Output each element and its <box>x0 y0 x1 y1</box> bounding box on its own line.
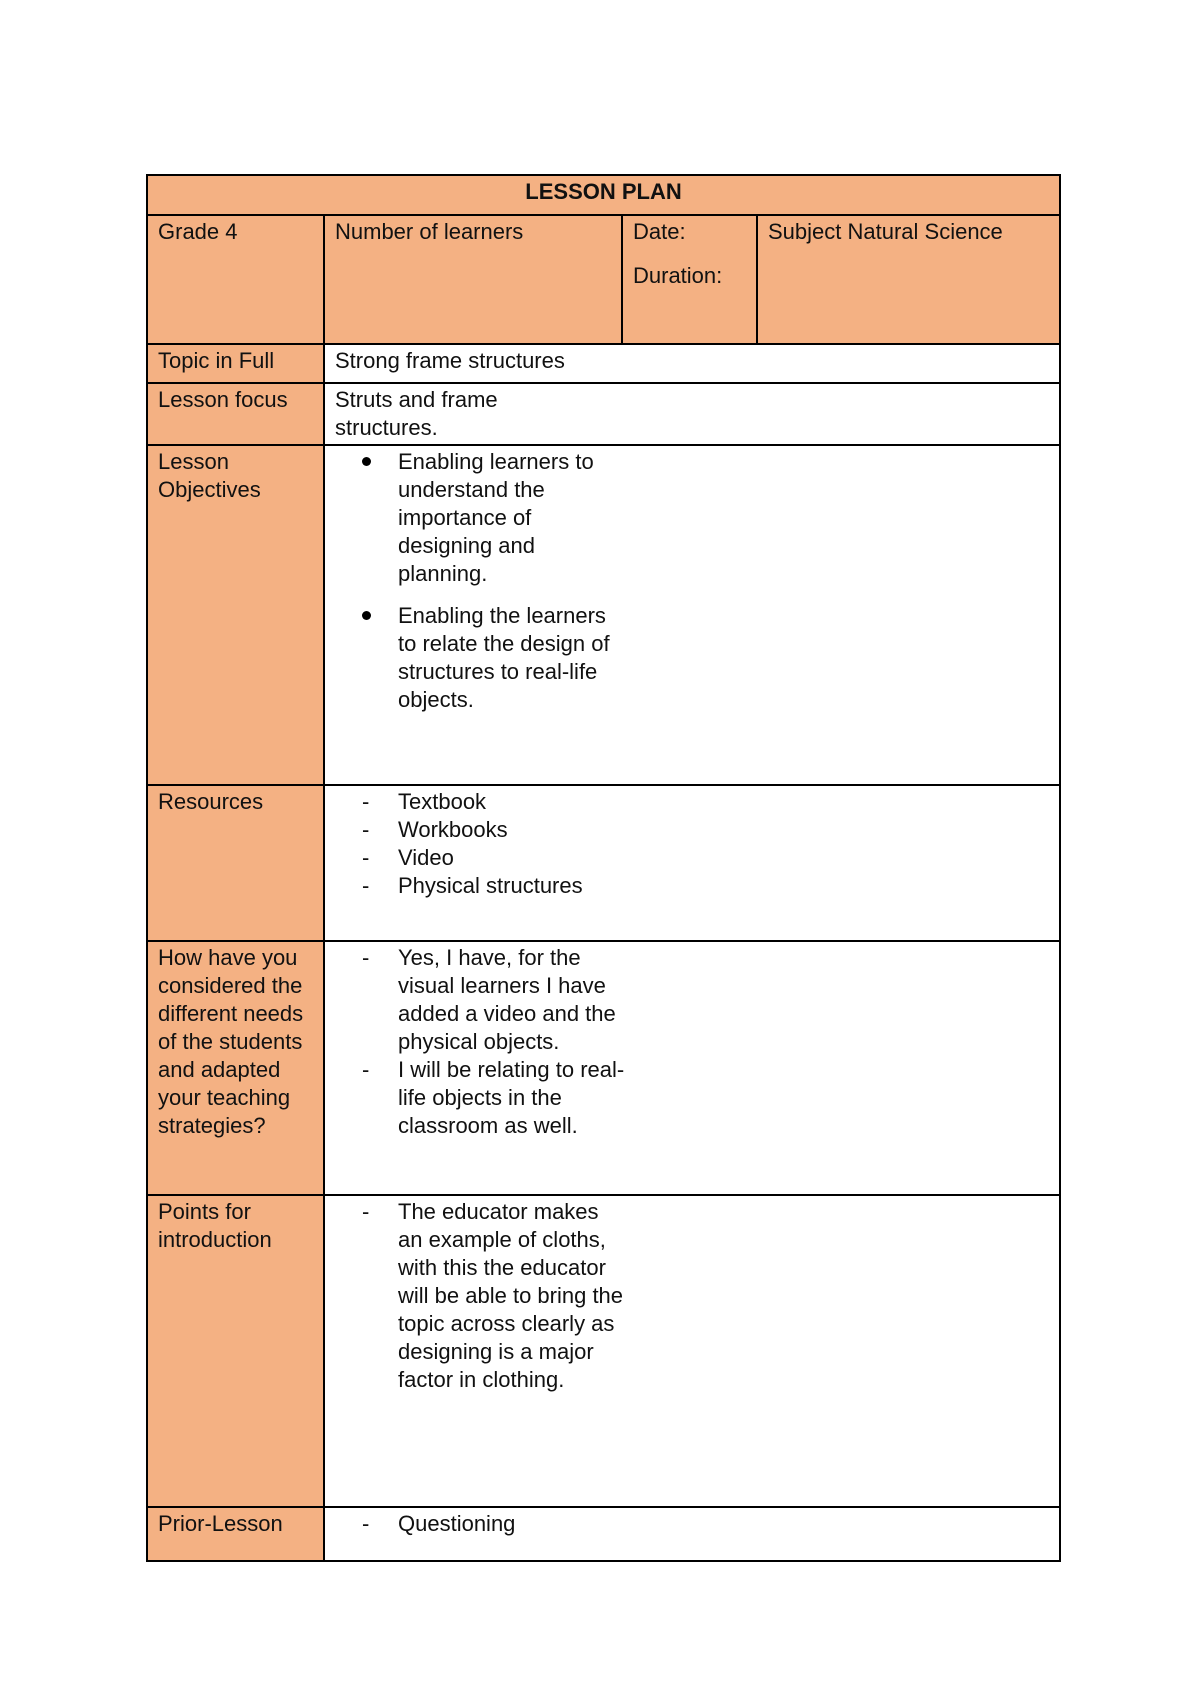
objectives-value <box>324 445 1060 785</box>
learners-cell: Number of learners <box>324 215 622 344</box>
prior-lesson-value <box>324 1507 1060 1561</box>
title-row <box>147 175 1060 215</box>
objectives-row <box>147 445 1060 785</box>
needs-item: - Yes, I have, for the visual learners I have added a video and the physical objects. <box>335 944 628 1056</box>
resources-value <box>324 785 1060 941</box>
prior-lesson-row <box>147 1507 1060 1561</box>
needs-label: How have you considered the different needs of the students and adapted your teaching strategies? <box>147 941 324 1195</box>
introduction-list <box>335 1198 1049 1394</box>
topic-label: Topic in Full <box>147 344 324 383</box>
objectives-label: Lesson Objectives <box>147 445 324 785</box>
introduction-item: - The educator makes an example of cloths, with this the educator will be able to bring the topic across clearly as designing is a major factor in clothing. <box>335 1198 628 1394</box>
date-duration-cell <box>622 215 757 344</box>
focus-text: Struts and frame structures. <box>335 387 498 440</box>
duration-label: Duration: <box>633 263 723 288</box>
topic-value: Strong frame structures <box>324 344 1060 383</box>
focus-label: Lesson focus <box>147 383 324 445</box>
header-row <box>147 215 1060 344</box>
introduction-label: Points for introduction <box>147 1195 324 1507</box>
resource-item: - Textbook <box>335 788 798 816</box>
lesson-plan-title: LESSON PLAN <box>147 175 1060 215</box>
lesson-plan-table <box>146 174 1061 1562</box>
prior-lesson-item: - Questioning <box>335 1510 628 1538</box>
topic-row <box>147 344 1060 383</box>
prior-lesson-list <box>335 1510 1049 1538</box>
resource-item: - Workbooks <box>335 816 798 844</box>
objective-item: Enabling the learners to relate the design of structures to real-life objects. <box>335 602 628 714</box>
focus-value <box>324 383 1060 445</box>
date-label: Date: <box>633 219 686 244</box>
grade-cell: Grade 4 <box>147 215 324 344</box>
resources-row <box>147 785 1060 941</box>
objectives-list <box>335 448 1049 714</box>
prior-lesson-label: Prior-Lesson <box>147 1507 324 1561</box>
objective-item: Enabling learners to understand the importance of designing and planning. <box>335 448 628 588</box>
needs-row <box>147 941 1060 1195</box>
needs-value <box>324 941 1060 1195</box>
resources-list <box>335 788 1049 900</box>
needs-list <box>335 944 1049 1140</box>
focus-row <box>147 383 1060 445</box>
resources-label: Resources <box>147 785 324 941</box>
subject-cell: Subject Natural Science <box>757 215 1060 344</box>
needs-item: - I will be relating to real-life objects in the classroom as well. <box>335 1056 628 1140</box>
resource-item: - Video <box>335 844 798 872</box>
resource-item: - Physical structures <box>335 872 798 900</box>
introduction-row <box>147 1195 1060 1507</box>
introduction-value <box>324 1195 1060 1507</box>
